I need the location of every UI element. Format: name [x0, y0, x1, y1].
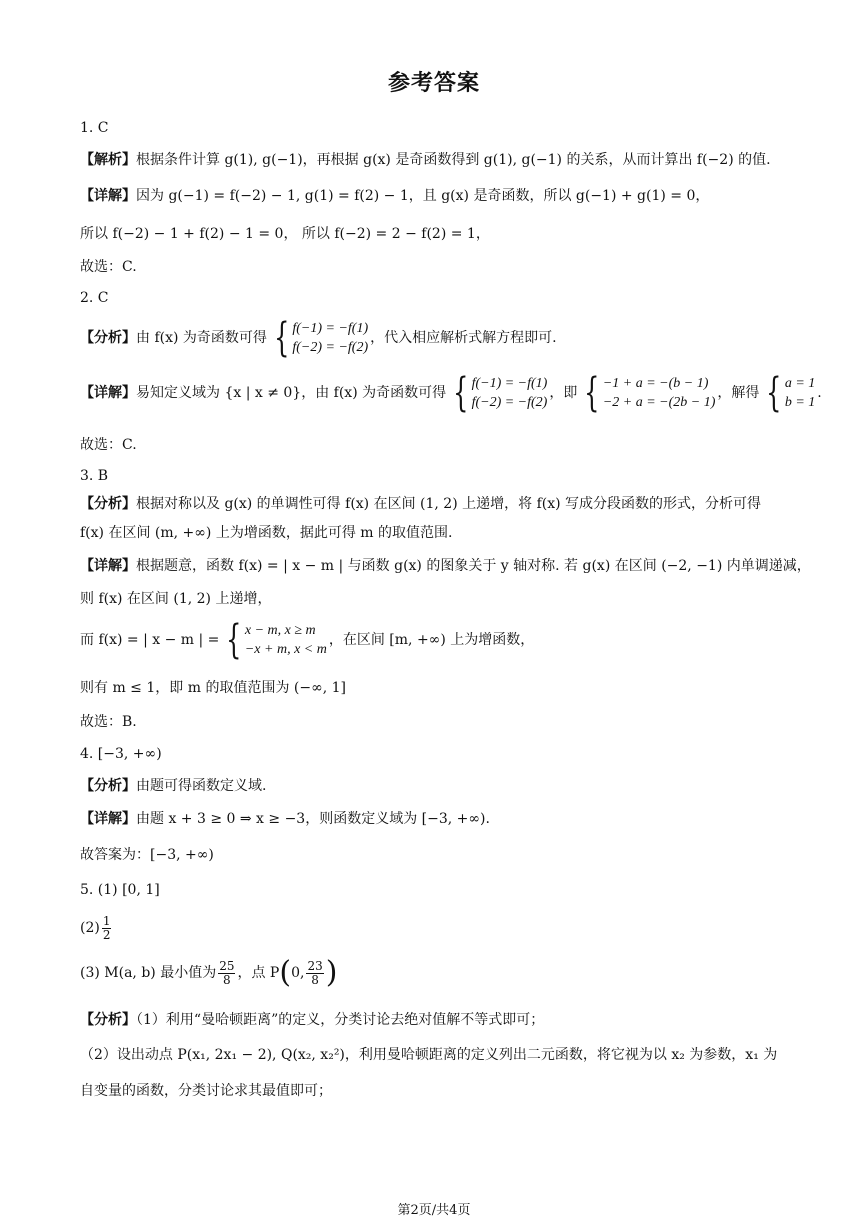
- q1-detail-line2: 所以 f(−2) − 1 + f(2) − 1 = 0， 所以 f(−2) = 2 − f(2) = 1，: [80, 226, 490, 242]
- denominator: 8: [223, 972, 231, 987]
- q4-detail: [80, 809, 490, 829]
- q3-piecewise: [80, 617, 535, 663]
- right-paren: ): [325, 955, 338, 990]
- system-row: −x + m, x < m: [244, 642, 327, 657]
- numerator: 1: [102, 913, 111, 928]
- system-row: f(−2) = −f(2): [292, 340, 369, 355]
- piecewise-pre: 而 f(x) = | x − m | =: [80, 632, 220, 648]
- left-brace: {: [766, 370, 782, 416]
- q2-detail-end: .: [817, 385, 822, 401]
- piecewise-post: ，在区间 [m, +∞) 上为增函数，: [328, 632, 535, 648]
- q4-analysis: [80, 776, 266, 796]
- system-row: −2 + a = −(2b − 1): [602, 395, 716, 410]
- detail-tag: 【详解】: [80, 385, 136, 401]
- q5-answer-2: [80, 912, 113, 944]
- system-row: f(−1) = −f(1): [292, 321, 369, 336]
- q2-detail-mid: ，即: [549, 385, 578, 401]
- q3-detail-l1: 根据题意，函数 f(x) = | x − m | 与函数 g(x) 的图象关于 y 轴对称. 若 g(x) 在区间 (−2, −1) 内单调递减，: [136, 558, 811, 574]
- equation-system: [761, 370, 816, 416]
- answer-3-text: (3) M(a, b) 最小值为: [80, 965, 217, 981]
- analysis-tag: 【分析】: [80, 778, 136, 794]
- analysis-tag: 【分析】: [80, 496, 136, 512]
- numerator: 25: [219, 958, 235, 973]
- denominator: 2: [102, 927, 111, 942]
- q3-analysis: [80, 494, 761, 514]
- q1-answer: 1. C: [80, 120, 109, 136]
- numerator: 23: [307, 958, 323, 973]
- left-paren: (: [279, 955, 292, 990]
- q3-conclusion: 故选：B.: [80, 714, 137, 730]
- q3-detail-l2: 则 f(x) 在区间 (1, 2) 上递增，: [80, 591, 272, 607]
- q4-answer: 4. [−3, +∞): [80, 746, 162, 762]
- point-x: 0,: [291, 965, 305, 981]
- analysis-tag: 【解析】: [80, 152, 136, 168]
- fraction: [218, 960, 235, 987]
- q2-detail-mid2: ，解得: [717, 385, 760, 401]
- q1-detail-text: 因为 g(−1) = f(−2) − 1, g(1) = f(2) − 1，且 g(x) 是奇函数，所以 g(−1) + g(1) = 0，: [136, 188, 710, 204]
- fraction: [306, 960, 323, 987]
- q1-conclusion: 故选：C.: [80, 259, 137, 275]
- equation-system: [269, 315, 369, 361]
- fraction: [102, 915, 112, 942]
- q3-range: 则有 m ≤ 1，即 m 的取值范围为 (−∞, 1]: [80, 680, 347, 696]
- denominator: 8: [311, 972, 319, 987]
- q2-detail: [80, 370, 822, 416]
- equation-system: [448, 370, 548, 416]
- answer-2-label: (2): [80, 920, 100, 936]
- q5-analysis: [80, 1010, 544, 1030]
- answer-3-mid: ，点 P: [237, 965, 280, 981]
- q5-answer-3: [80, 953, 337, 993]
- q1-detail: [80, 186, 709, 206]
- q1-analysis: [80, 150, 771, 170]
- q3-analysis-l2: f(x) 在区间 (m, +∞) 上为增函数，据此可得 m 的取值范围.: [80, 525, 453, 541]
- q5-analysis-3: 自变量的函数，分类讨论求其最值即可；: [80, 1083, 332, 1099]
- system-row: x − m, x ≥ m: [244, 623, 316, 638]
- detail-tag: 【详解】: [80, 558, 136, 574]
- system-row: a = 1: [784, 376, 816, 391]
- analysis-tag: 【分析】: [80, 330, 136, 346]
- left-brace: {: [453, 370, 469, 416]
- q3-detail: [80, 556, 811, 576]
- q2-detail-pre: 易知定义域为 {x | x ≠ 0}，由 f(x) 为奇函数可得: [136, 385, 447, 401]
- system-row: f(−1) = −f(1): [471, 376, 548, 391]
- q1-analysis-text: 根据条件计算 g(1), g(−1)，再根据 g(x) 是奇函数得到 g(1), g(−1) 的关系，从而计算出 f(−2) 的值.: [136, 152, 771, 168]
- equation-system: [579, 370, 716, 416]
- piecewise-system: [221, 617, 327, 663]
- q4-detail-text: 由题 x + 3 ≥ 0 ⇒ x ≥ −3，则函数定义域为 [−3, +∞).: [136, 811, 490, 827]
- analysis-tag: 【分析】: [80, 1012, 136, 1028]
- q5-analysis-2: （2）设出动点 P(x₁, 2x₁ − 2), Q(x₂, x₂²)，利用曼哈顿距离的定义列出二元函数，将它视为以 x₂ 为参数，x₁ 为: [80, 1047, 778, 1063]
- q2-analysis: [80, 315, 557, 361]
- left-brace: {: [584, 370, 600, 416]
- page-title: 参考答案: [387, 71, 480, 96]
- system-row: b = 1: [784, 395, 816, 410]
- detail-tag: 【详解】: [80, 811, 136, 827]
- system-row: f(−2) = −f(2): [471, 395, 548, 410]
- q5-answer-1: 5. (1) [0, 1]: [80, 882, 160, 898]
- q2-answer: 2. C: [80, 290, 109, 306]
- q3-analysis-l1: 根据对称以及 g(x) 的单调性可得 f(x) 在区间 (1, 2) 上递增，将 f(x) 写成分段函数的形式，分析可得: [136, 496, 762, 512]
- left-brace: {: [226, 617, 242, 663]
- page-footer: 第2页/共4页: [397, 1203, 471, 1218]
- q4-conclusion: 故答案为：[−3, +∞): [80, 847, 214, 863]
- q2-analysis-post: ，代入相应解析式解方程即可.: [370, 330, 557, 346]
- q3-answer: 3. B: [80, 468, 109, 484]
- q5-analysis-1: （1）利用“曼哈顿距离”的定义，分类讨论去绝对值解不等式即可；: [136, 1012, 545, 1028]
- q4-analysis-text: 由题可得函数定义域.: [136, 778, 267, 794]
- system-row: −1 + a = −(b − 1): [602, 376, 709, 391]
- q2-analysis-pre: 由 f(x) 为奇函数可得: [136, 330, 267, 346]
- detail-tag: 【详解】: [80, 188, 136, 204]
- q2-conclusion: 故选：C.: [80, 437, 137, 453]
- left-brace: {: [273, 315, 290, 361]
